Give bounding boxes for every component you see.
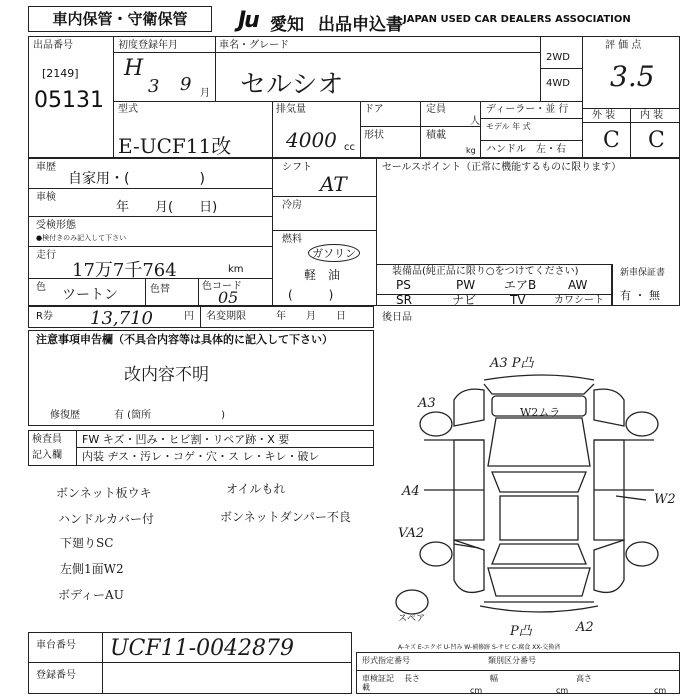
front-left-wheel <box>420 412 452 436</box>
notice-label: 注意事項申告欄（不具合内容等は具体的に記入して下さい） <box>36 333 333 346</box>
model-year-label: モデル 年 式 <box>486 122 531 131</box>
org-name: 愛知 <box>270 15 304 35</box>
history-value: 自家用・( ) <box>68 171 205 187</box>
capacity-unit: 人 <box>470 116 480 127</box>
comment-left-2: ハンドルカバー付 <box>58 512 155 526</box>
diag-va2: VA2 <box>398 526 425 541</box>
diag-bottom1: P凸 <box>510 624 532 639</box>
int-score: C <box>648 128 665 153</box>
front-right-wheel <box>626 412 658 436</box>
roof <box>500 496 578 540</box>
shape-label: 形状 <box>364 130 384 141</box>
fuel-label: 燃料 <box>282 234 302 245</box>
org-english: JAPAN USED CAR DEALERS ASSOCIATION <box>403 14 631 25</box>
inspection-value: 年 月( 日) <box>116 200 218 215</box>
load-label: 積載 <box>426 130 446 141</box>
lot-label: 出品番号 <box>33 40 73 51</box>
ext-label: 外 装 <box>592 110 616 121</box>
dealer-label: ディーラー・並 行 <box>486 104 569 115</box>
door-label: ドア <box>364 104 384 115</box>
capacity-label: 定員 <box>426 104 446 115</box>
lot-sub: [2149] <box>42 67 79 80</box>
ac-label: 冷房 <box>282 200 302 211</box>
rear-left-fender <box>454 540 484 592</box>
mileage-unit: km <box>228 264 244 275</box>
2wd-option: 2WD <box>546 52 570 63</box>
equip-leather: カワシート <box>554 295 604 306</box>
sales-point-label: セールスポイント（正常に機能するものに限ります） <box>382 162 622 173</box>
history-label: 車歴 <box>36 162 56 173</box>
equip-sr: SR <box>396 293 412 307</box>
class-no-label: 類別区分番号 <box>488 656 536 665</box>
diag-a3-left: A3 <box>418 396 436 411</box>
score-label: 評 価 点 <box>605 40 642 51</box>
notice-handwritten: 改内容不明 <box>124 365 209 385</box>
mileage-value: 17万7千764 <box>72 260 177 281</box>
comment-right-1: オイルもれ <box>226 482 286 496</box>
int-label: 内 装 <box>640 110 664 121</box>
first-reg-month: 9 <box>180 74 192 95</box>
height-unit: cm <box>654 686 667 695</box>
fuel-diesel: 軽 油 <box>304 268 341 282</box>
rear-left-wheel <box>420 542 452 566</box>
width-label: 幅 <box>490 674 498 683</box>
fuel-other: ( ) <box>288 288 334 302</box>
length-unit: cm <box>470 686 483 695</box>
4wd-option: 4WD <box>546 78 570 89</box>
shift-label: シフト <box>282 162 312 173</box>
comment-left-1: ボンネット板ウキ <box>56 486 152 500</box>
reg-number-label: 登録番号 <box>36 670 76 681</box>
windshield <box>492 472 586 492</box>
spare-tire <box>396 590 428 614</box>
equip-airbag: エアB <box>504 278 537 292</box>
recycle-label: R券 <box>36 311 53 322</box>
score-value: 3.5 <box>610 60 655 93</box>
rear-right-wheel <box>626 542 658 566</box>
displacement-unit: cc <box>344 142 355 153</box>
equip-pw: PW <box>456 278 476 292</box>
rear-window <box>492 544 586 564</box>
color-code-label: 色コード <box>202 281 242 292</box>
form-title: 出品申込書 <box>318 15 403 35</box>
first-reg-label: 初度登録年月 <box>118 40 178 51</box>
mileage-label: 走行 <box>36 250 56 261</box>
chassis-value: UCF11-0042879 <box>110 636 295 661</box>
name-change-value: 年 月 日 <box>276 311 346 322</box>
model-value: E-UCF11改 <box>118 134 232 158</box>
car-name-label: 車名・グレード <box>219 40 289 51</box>
repair-label: 修復歴 <box>50 410 80 421</box>
reg-cert-label: 車検証記載 <box>362 674 394 692</box>
first-reg-year: 3 <box>148 76 160 97</box>
ju-logo: Ju <box>238 8 258 33</box>
color-code-value: 05 <box>218 288 239 307</box>
diag-a3-top: A3 P凸 <box>490 356 534 371</box>
displacement-label: 排気量 <box>276 104 306 115</box>
handle-label: ハンドル 左・右 <box>486 144 566 155</box>
first-reg-era: H <box>124 56 144 81</box>
inspector-row1: FW キズ・凹み・ヒビ割・リペア跡・X 要 <box>82 433 290 446</box>
form-label: 受検形態 <box>36 220 76 231</box>
inspection-label: 車検 <box>36 192 56 203</box>
comment-left-5: ボディーAU <box>58 588 124 602</box>
diag-a4: A4 <box>402 484 420 499</box>
hood <box>488 418 590 466</box>
shift-value: AT <box>320 172 347 196</box>
diag-bottom2: A2 <box>576 620 594 635</box>
length-label: 長さ <box>404 674 420 683</box>
load-unit: kg <box>466 146 476 155</box>
equip-tv: TV <box>510 293 526 307</box>
car-damage-diagram <box>384 340 684 640</box>
form-note: ●検付きのみ記入して下さい <box>36 234 127 242</box>
inspector-row2: 内装 ヂス・汚レ・コゲ・穴・ス レ・キレ・破レ <box>82 450 320 463</box>
model-label: 型式 <box>118 104 138 115</box>
fuel-gasoline: ガソリン <box>308 244 360 262</box>
later-items-label: 後日品 <box>382 312 412 323</box>
color-change-label: 色替 <box>150 284 170 295</box>
comment-right-2: ボンネットダンパー不良 <box>220 510 351 524</box>
equipment-label: 装備品(純正品に限り○をつけてください) <box>392 266 579 277</box>
repair-value: 有 (箇所 ) <box>114 410 225 421</box>
trunk <box>488 568 590 596</box>
month-unit: 月 <box>200 88 210 99</box>
height-label: 高さ <box>576 674 592 683</box>
name-change-label: 名変期限 <box>206 311 246 322</box>
insurance-options: 有 ・ 無 <box>620 289 660 302</box>
equip-ps: PS <box>396 278 411 292</box>
displacement-value: 4000 <box>286 128 337 152</box>
front-right-fender <box>594 389 624 426</box>
inspector-label1: 検査員 <box>32 434 62 445</box>
comment-left-4: 左側1面W2 <box>60 562 124 576</box>
inspector-label2: 記入欄 <box>32 450 62 461</box>
color-label: 色 <box>36 282 46 293</box>
equip-navi: ナビ <box>452 293 477 307</box>
comment-left-3: 下廻りSC <box>60 536 114 550</box>
lot-number: 05131 <box>34 88 104 113</box>
chassis-label: 車台番号 <box>36 640 76 651</box>
recycle-value: 13,710 <box>90 308 153 329</box>
rear-right-fender <box>594 540 624 592</box>
width-unit: cm <box>556 686 569 695</box>
recycle-unit: 円 <box>184 311 194 322</box>
diag-legend: A-キズ E-エクボ U-凹み W-補修跡 S-サビ C-腐食 XX-交換済 <box>398 644 561 651</box>
car-name-value: セルシオ <box>240 70 344 100</box>
ext-score: C <box>603 128 620 153</box>
diag-w2mura: W2ムラ <box>520 406 561 419</box>
insurance-label: 新車保証書 <box>620 268 666 278</box>
diag-spare-label: スペア <box>398 614 426 624</box>
equip-aw: AW <box>568 278 588 292</box>
storage-tag: 車内保管・守衛保管 <box>28 6 212 32</box>
color-value: ツートン <box>62 287 118 303</box>
front-bumper <box>484 375 594 380</box>
front-left-fender <box>454 389 484 426</box>
type-no-label: 形式指定番号 <box>362 656 410 665</box>
diag-w2: W2 <box>654 492 676 507</box>
